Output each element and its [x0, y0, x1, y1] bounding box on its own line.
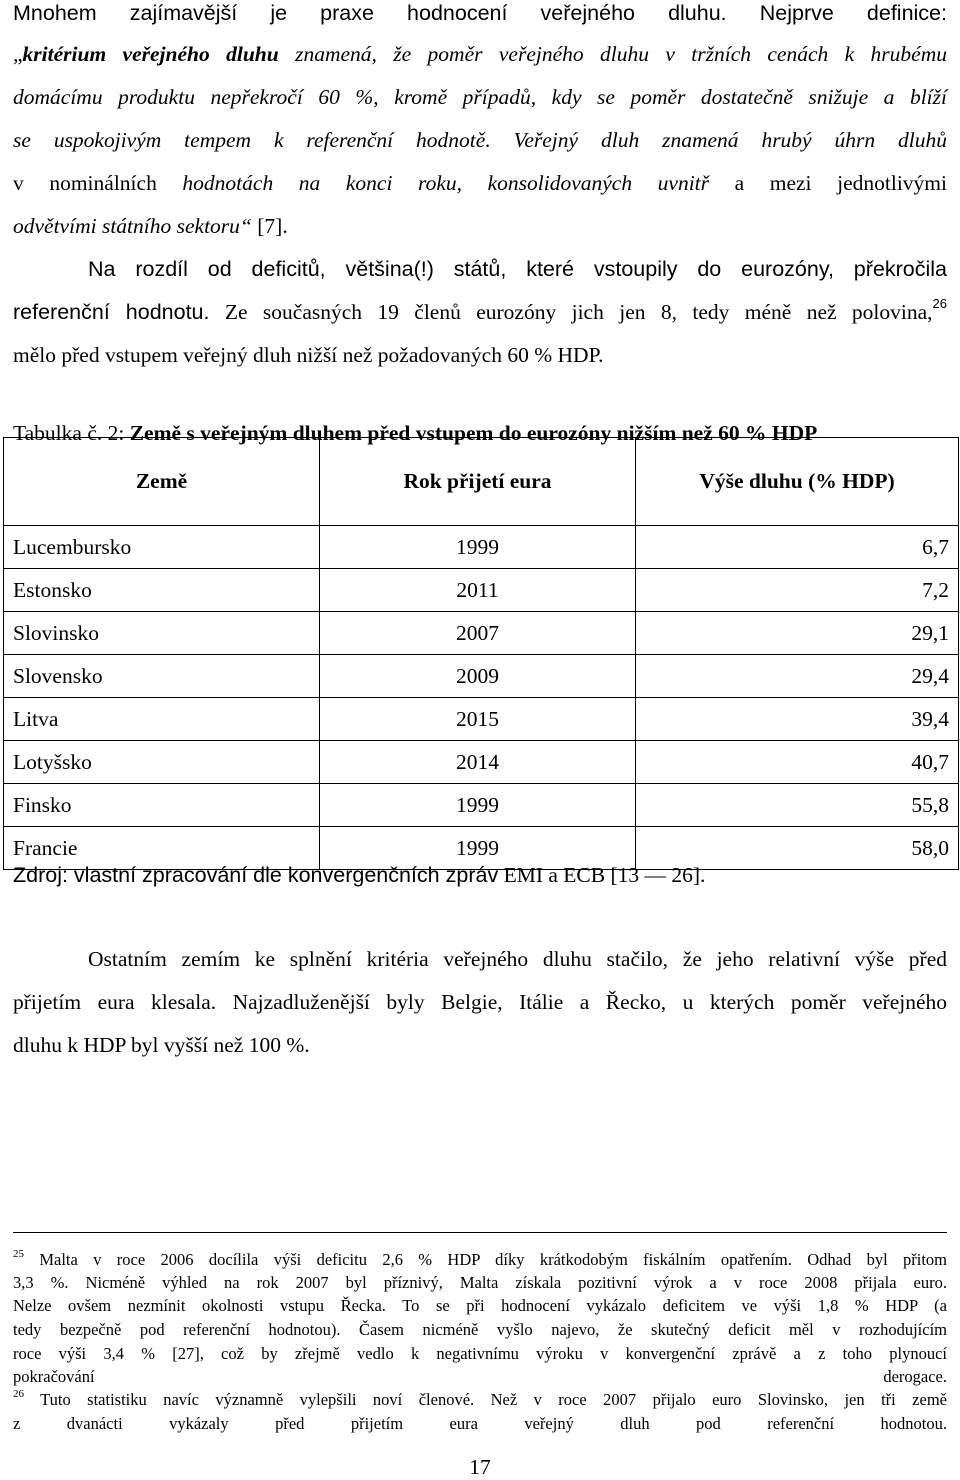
para3-line1: Ostatním zemím ke splnění kritéria veřejného dluhu stačilo, že jeho relativní výše před — [88, 947, 947, 971]
debt-cell: 58,0 — [636, 827, 959, 870]
table-row — [4, 612, 959, 655]
table-caption: Tabulka č. 2: Země s veřejným dluhem před vstupem do eurozóny nižším než 60 % HDP — [13, 421, 818, 445]
para1-line3: domácímu produktu nepřekročí 60 %, kromě případů, kdy se poměr dostatečně snižuje a blíží — [13, 85, 947, 109]
debt-cell: 6,7 — [636, 526, 959, 569]
country-cell: Finsko — [4, 784, 320, 827]
para2-line2: referenční hodnotu. Ze současných 19 členů eurozóny jich jen 8, tedy méně než polovina,$^{26}$ — [13, 296, 948, 324]
criterion-term: kritérium veřejného dluhu — [22, 42, 279, 66]
footnote-25-line5: roce výši 3,4 % [27], což by zřejmě vedlo k negativnímu výroku v konvergenční zprávě a z toho plynoucí — [13, 1344, 947, 1363]
year-cell: 2011 — [320, 569, 636, 612]
footnote-ref-26: 26 — [932, 296, 948, 311]
para2-line1: Na rozdíl od deficitů, většina(!) států, které vstoupily do eurozóny, překročila — [88, 257, 947, 281]
year-cell: 1999 — [320, 784, 636, 827]
footnote-separator — [13, 1232, 947, 1233]
table-row — [4, 569, 959, 612]
table-source: Zdroj: vlastní zpracování dle konvergenčních zpráv EMI a ECB [13 — 26]. — [13, 863, 706, 887]
year-cell: 2014 — [320, 741, 636, 784]
para1-line4: se uspokojivým tempem k referenční hodnotě. Veřejný dluh znamená hrubý úhrn dluhů — [13, 128, 947, 152]
debt-cell: 55,8 — [636, 784, 959, 827]
para1-line6: odvětvími státního sektoru“ [7]. — [13, 214, 288, 238]
header-debt: Výše dluhu (% HDP) — [636, 438, 959, 526]
header-country: Země — [4, 438, 320, 526]
para3-line2: přijetím eura klesala. Najzadluženější byly Belgie, Itálie a Řecko, u kterých poměr veřejného — [13, 990, 947, 1014]
year-cell: 1999 — [320, 827, 636, 870]
country-cell: Francie — [4, 827, 320, 870]
country-cell: Slovinsko — [4, 612, 320, 655]
year-cell: 1999 — [320, 526, 636, 569]
table-header-row — [4, 438, 959, 526]
para1-line2: „kritérium veřejného dluhu znamená, že poměr veřejného dluhu v tržních cenách k hrubému — [13, 42, 947, 66]
para2-line3: mělo před vstupem veřejný dluh nižší než požadovaných 60 % HDP. — [13, 343, 604, 367]
country-cell: Litva — [4, 698, 320, 741]
table-row — [4, 526, 959, 569]
para1-line1: Mnohem zajímavější je praxe hodnocení veřejného dluhu. Nejprve definice: — [13, 1, 947, 25]
debt-cell: 39,4 — [636, 698, 959, 741]
table-row — [4, 741, 959, 784]
footnote-25-line1: $^{25}$ Malta v roce 2006 docílila výši deficitu 2,6 % HDP díky krátkodobým fiskálním opatřením. Odhad byl přitom — [13, 1248, 947, 1269]
footnote-25-line2: 3,3 %. Nicméně výhled na rok 2007 byl příznivý, Malta získala pozitivní výrok a v roce 2008 přijala euro. — [13, 1273, 947, 1292]
debt-cell: 29,1 — [636, 612, 959, 655]
country-cell: Estonsko — [4, 569, 320, 612]
country-cell: Slovensko — [4, 655, 320, 698]
header-year: Rok přijetí eura — [320, 438, 636, 526]
year-cell: 2009 — [320, 655, 636, 698]
table-row — [4, 698, 959, 741]
para3-line3: dluhu k HDP byl vyšší než 100 %. — [13, 1033, 310, 1057]
footnote-25-line4: tedy bezpečně pod referenční hodnotou). Časem nicméně vyšlo najevo, že skutečný deficit měl v rozhodujícím — [13, 1320, 947, 1339]
footnote-25-line6: pokračování derogace. — [13, 1367, 947, 1386]
para1-line5: v nominálních hodnotách na konci roku, konsolidovaných uvnitř a mezi jednotlivými — [13, 171, 948, 195]
footnote-26-line1: $^{26}$ Tuto statistiku navíc významně vylepšili noví členové. Než v roce 2007 přijalo euro Slovinsko, jen tři země — [13, 1388, 947, 1409]
footnote-26-line2: z dvanácti vykázaly před přijetím eura veřejný dluh pod referenční hodnotou. — [13, 1414, 947, 1433]
page-number: 17 — [469, 1455, 491, 1479]
debt-table — [3, 437, 959, 870]
debt-cell: 7,2 — [636, 569, 959, 612]
year-cell: 2015 — [320, 698, 636, 741]
year-cell: 2007 — [320, 612, 636, 655]
country-cell: Lucembursko — [4, 526, 320, 569]
table-row — [4, 784, 959, 827]
country-cell: Lotyšsko — [4, 741, 320, 784]
debt-cell: 40,7 — [636, 741, 959, 784]
footnote-25-line3: Nelze ovšem nezmínit okolnosti vstupu Řecka. To se při hodnocení vykázalo deficitem ve výši 1,8 % HDP (a — [13, 1296, 947, 1315]
debt-cell: 29,4 — [636, 655, 959, 698]
table-row — [4, 655, 959, 698]
